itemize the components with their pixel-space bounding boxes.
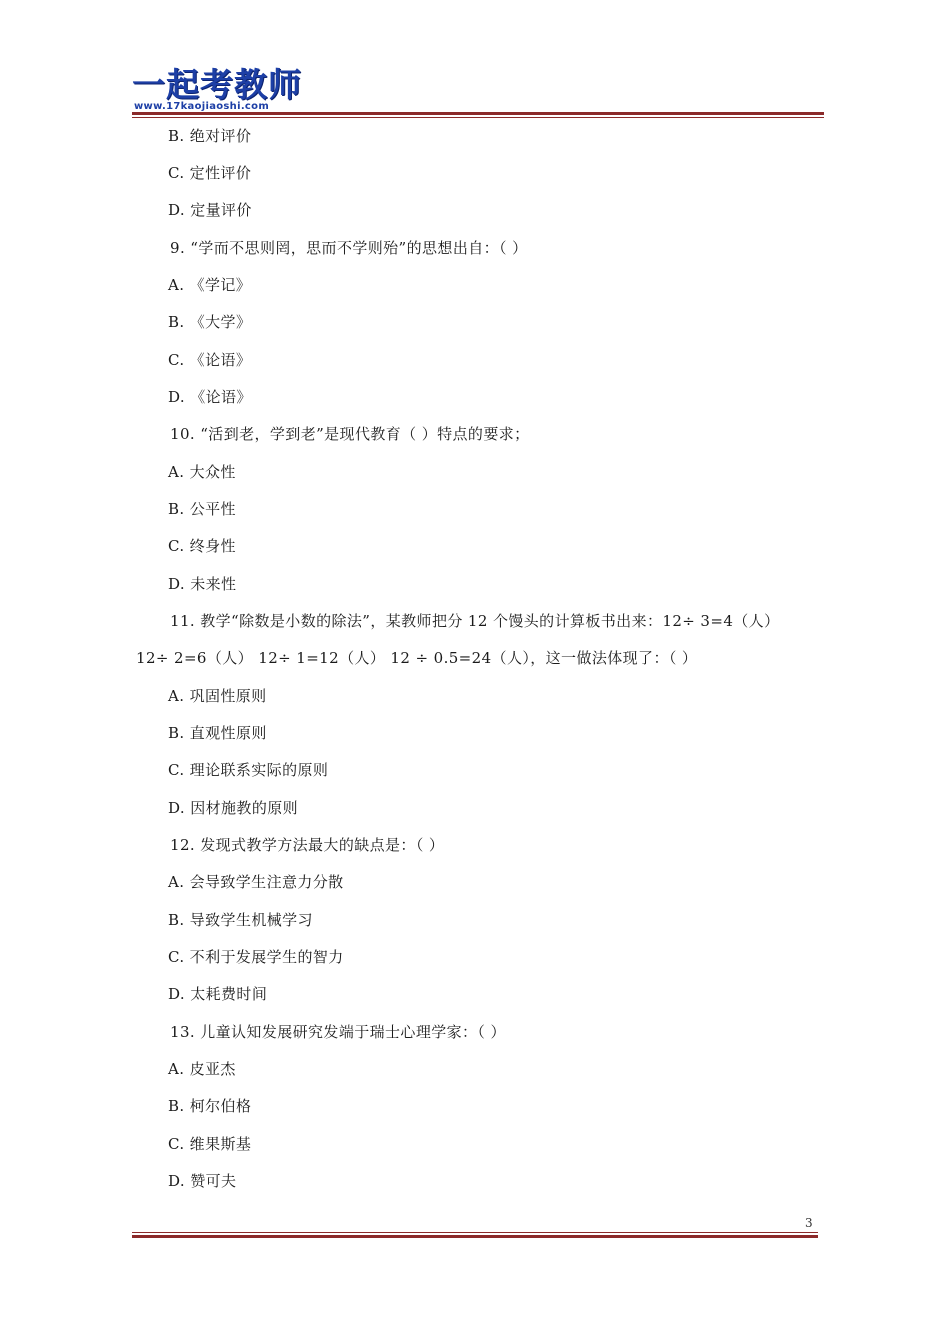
option-9b: B. 《大学》 bbox=[168, 313, 252, 331]
option-12c: C. 不利于发展学生的智力 bbox=[168, 948, 344, 966]
question-11: 11. 教学“除数是小数的除法”，某教师把分 12 个馒头的计算板书出来：12÷ 3=4（人） bbox=[170, 612, 780, 630]
header-divider-thin bbox=[132, 117, 824, 118]
option-13a: A. 皮亚杰 bbox=[168, 1060, 236, 1078]
footer-divider-thin bbox=[132, 1232, 818, 1233]
footer-divider-thick bbox=[132, 1235, 818, 1238]
option-9d: D. 《论语》 bbox=[168, 388, 252, 406]
option-10a: A. 大众性 bbox=[168, 463, 236, 481]
question-12: 12. 发现式教学方法最大的缺点是：（ ） bbox=[170, 836, 445, 854]
option-13d: D. 赞可夫 bbox=[168, 1172, 237, 1190]
option-11b: B. 直观性原则 bbox=[168, 724, 267, 742]
question-9: 9. “学而不思则罔，思而不学则殆”的思想出自：（ ） bbox=[170, 239, 528, 257]
option-13c: C. 维果斯基 bbox=[168, 1135, 252, 1153]
option-13b: B. 柯尔伯格 bbox=[168, 1097, 252, 1115]
logo-title: 一起考教师 bbox=[132, 65, 302, 104]
option-9a: A. 《学记》 bbox=[168, 276, 252, 294]
question-13: 13. 儿童认知发展研究发端于瑞士心理学家：（ ） bbox=[170, 1023, 506, 1041]
option-8d: D. 定量评价 bbox=[168, 201, 252, 219]
question-10: 10. “活到老，学到老”是现代教育（ ）特点的要求； bbox=[170, 425, 530, 443]
option-8c: C. 定性评价 bbox=[168, 164, 252, 182]
option-11d: D. 因材施教的原则 bbox=[168, 799, 299, 817]
option-10b: B. 公平性 bbox=[168, 500, 236, 518]
question-11-continued: 12÷ 2=6（人） 12÷ 1=12（人） 12 ÷ 0.5=24（人），这一做法体现了：（ ） bbox=[136, 649, 698, 667]
option-10d: D. 未来性 bbox=[168, 575, 237, 593]
option-12d: D. 太耗费时间 bbox=[168, 985, 268, 1003]
header-logo bbox=[132, 66, 302, 114]
option-9c: C. 《论语》 bbox=[168, 351, 252, 369]
option-10c: C. 终身性 bbox=[168, 537, 236, 555]
option-11c: C. 理论联系实际的原则 bbox=[168, 761, 329, 779]
option-8b: B. 绝对评价 bbox=[168, 127, 252, 145]
option-12b: B. 导致学生机械学习 bbox=[168, 911, 313, 929]
page-number: 3 bbox=[805, 1216, 813, 1230]
logo-url: www.17kaojiaoshi.com bbox=[134, 101, 270, 112]
header-divider-thick bbox=[132, 112, 824, 115]
option-12a: A. 会导致学生注意力分散 bbox=[168, 873, 344, 891]
option-11a: A. 巩固性原则 bbox=[168, 687, 267, 705]
